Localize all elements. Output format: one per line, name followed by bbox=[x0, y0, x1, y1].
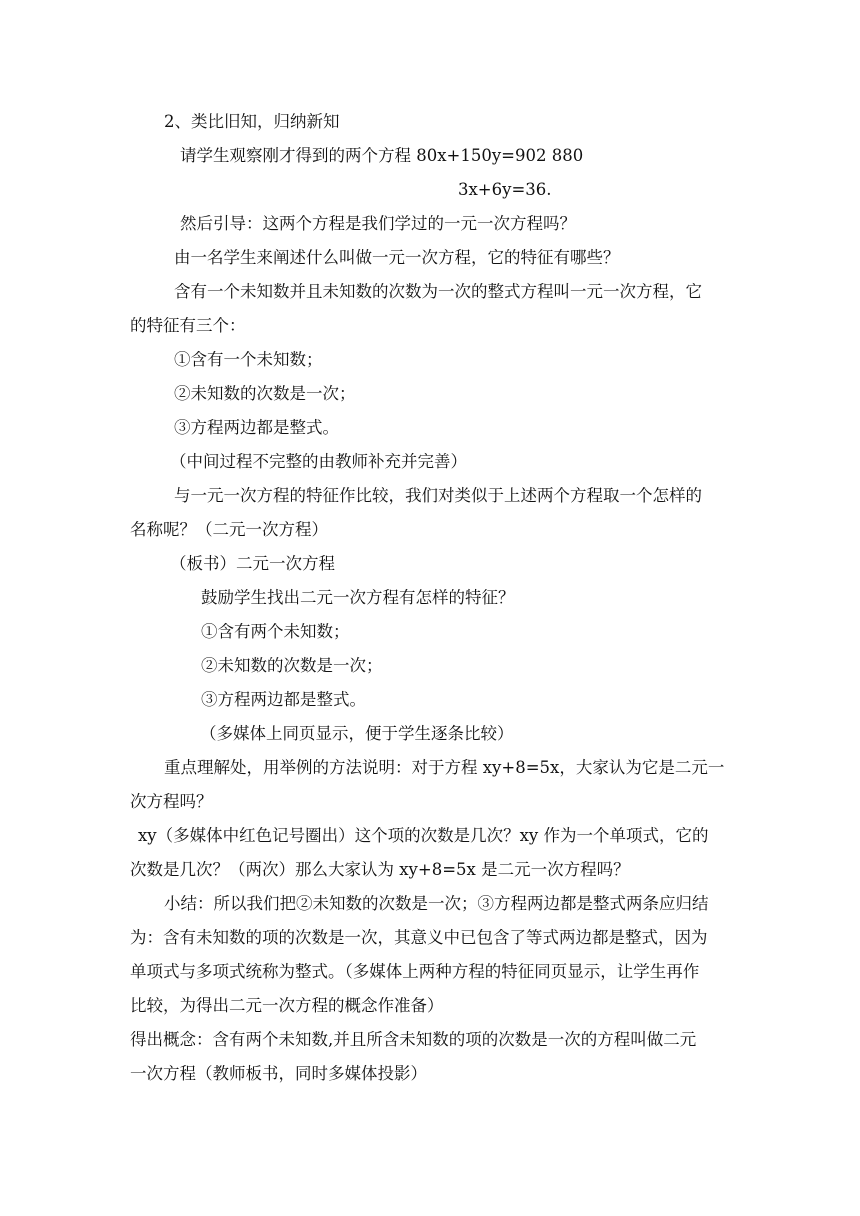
text-line: 含有一个未知数并且未知数的次数为一次的整式方程叫一元一次方程，它 bbox=[174, 282, 702, 301]
text-line: 请学生观察刚才得到的两个方程 80x+150y=902 880 bbox=[180, 146, 584, 165]
text-line: 鼓励学生找出二元一次方程有怎样的特征？ bbox=[201, 588, 515, 607]
text-line: ①含有一个未知数； bbox=[174, 350, 323, 369]
text-line: （多媒体上同页显示，便于学生逐条比较） bbox=[200, 724, 514, 743]
text-line: 与一元一次方程的特征作比较，我们对类似于上述两个方程取一个怎样的 bbox=[174, 486, 702, 505]
text-line: 一次方程（教师板书，同时多媒体投影） bbox=[130, 1064, 427, 1083]
text-line: 为：含有未知数的项的次数是一次，其意义中已包含了等式两边都是整式，因为 bbox=[130, 928, 708, 947]
text-line: 然后引导：这两个方程是我们学过的一元一次方程吗？ bbox=[180, 214, 576, 233]
text-line: ③方程两边都是整式。 bbox=[174, 418, 339, 437]
text-line: 名称呢？（二元一次方程） bbox=[130, 520, 328, 539]
text-line: （中间过程不完整的由教师补充并完善） bbox=[170, 452, 467, 471]
text-line: 由一名学生来阐述什么叫做一元一次方程，它的特征有哪些？ bbox=[174, 248, 620, 267]
text-line: ②未知数的次数是一次； bbox=[201, 656, 383, 675]
text-line: ①含有两个未知数； bbox=[201, 622, 350, 641]
text-line: 的特征有三个： bbox=[130, 316, 246, 335]
text-line: xy（多媒体中红色记号圈出）这个项的次数是几次？xy 作为一个单项式，它的 bbox=[138, 826, 709, 845]
text-line: 3x+6y=36. bbox=[458, 180, 552, 199]
text-line: 2、类比旧知，归纳新知 bbox=[164, 112, 340, 131]
text-line: 得出概念：含有两个未知数,并且所含未知数的项的次数是一次的方程叫做二元 bbox=[130, 1030, 697, 1049]
text-line: ②未知数的次数是一次； bbox=[174, 384, 356, 403]
text-line: 比较，为得出二元一次方程的概念作准备） bbox=[130, 996, 444, 1015]
text-line: （板书）二元一次方程 bbox=[170, 554, 335, 573]
text-line: 小结：所以我们把②未知数的次数是一次；③方程两边都是整式两条应归结 bbox=[164, 894, 709, 913]
text-line: ③方程两边都是整式。 bbox=[201, 690, 366, 709]
text-line: 次数是几次？（两次）那么大家认为 xy+8=5x 是二元一次方程吗？ bbox=[130, 860, 630, 879]
text-line: 重点理解处，用举例的方法说明：对于方程 xy+8=5x，大家认为它是二元一 bbox=[164, 758, 725, 777]
text-line: 次方程吗？ bbox=[130, 792, 213, 811]
text-line: 单项式与多项式统称为整式。（多媒体上两种方程的特征同页显示，让学生再作 bbox=[130, 962, 700, 981]
